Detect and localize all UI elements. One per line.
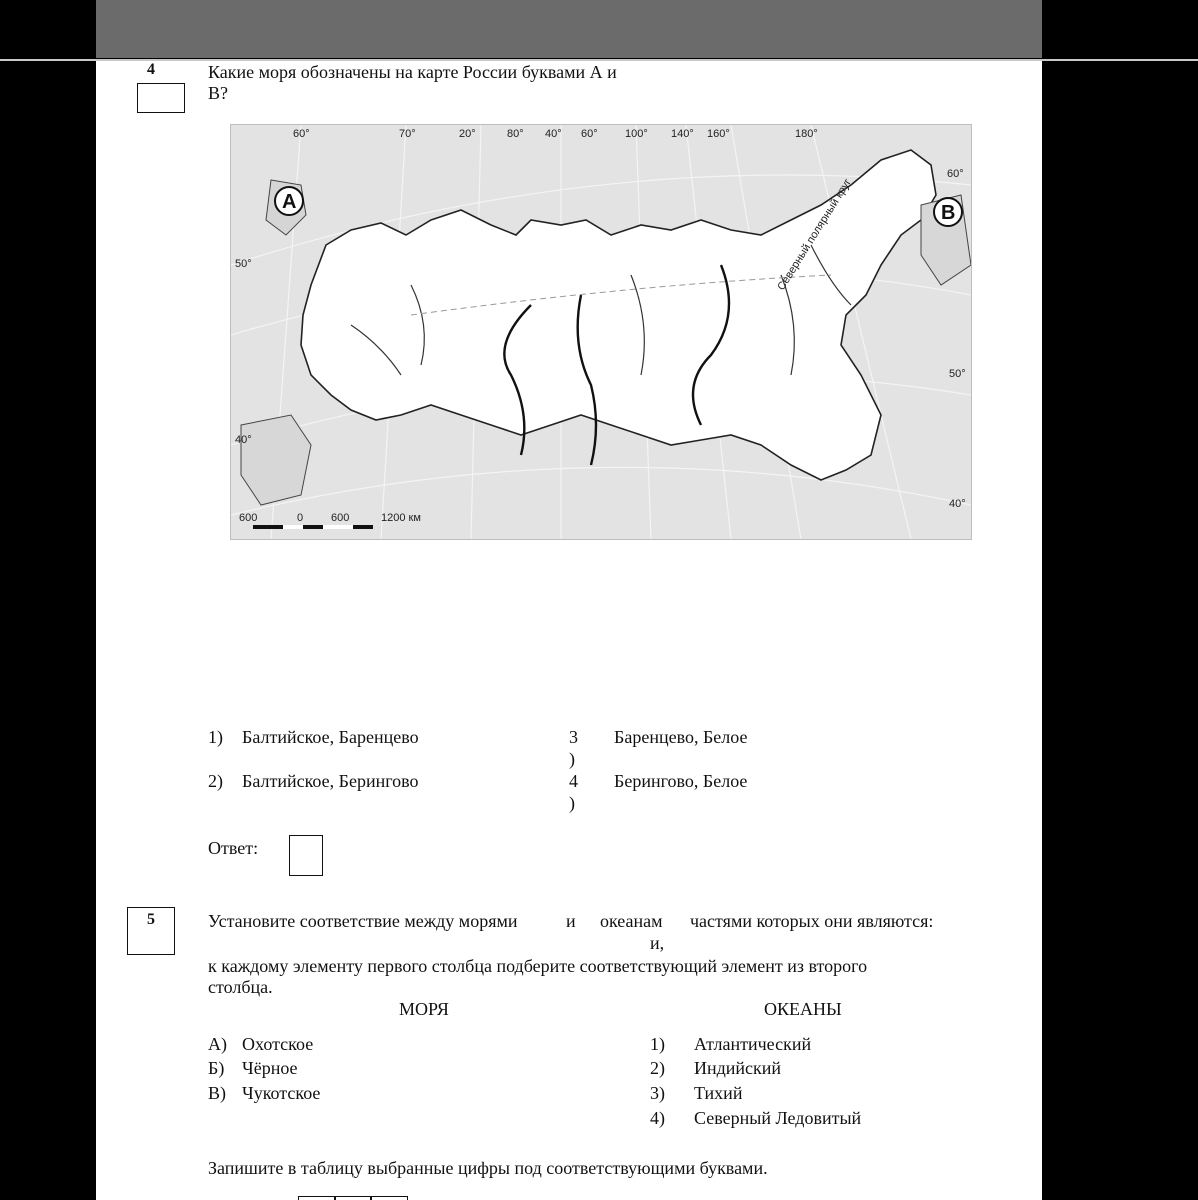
q5-line3: столбца. [208,977,273,997]
q4-option-1-num: 1) [208,727,223,747]
q5-line1-a: Установите соответствие между морями [208,911,518,931]
map-label-parallel: 50° [949,368,966,380]
q4-option-3-num: 3 [569,727,578,747]
q5-col-right-header: ОКЕАНЫ [764,999,842,1019]
marker-a-label: A [282,191,297,213]
map-label-meridian: 180° [795,128,818,140]
map-label-parallel: 50° [235,258,252,270]
map-label-meridian: 160° [707,128,730,140]
map-label-meridian: 100° [625,128,648,140]
document-page [96,61,1042,1200]
q5-sea-a-name: Охотское [242,1034,314,1054]
map-label-meridian: 20° [459,128,476,140]
q4-option-2-text: Балтийское, Берингово [242,771,419,791]
map-label-meridian: 140° [671,128,694,140]
q5-ocean-4-num: 4) [650,1108,665,1128]
q5-number: 5 [147,911,155,928]
scale-label: 1200 км [381,512,421,524]
q4-question-line2: В? [208,83,228,103]
q5-line1-c: океанам [600,911,663,931]
q4-option-4-num: 4 [569,771,578,791]
russia-map-svg [231,125,971,539]
q5-ocean-1-num: 1) [650,1034,665,1054]
q4-score-box[interactable] [137,83,185,113]
q5-sea-a-letter: А) [208,1034,227,1054]
q4-option-4-num-paren: ) [569,793,575,813]
map-label-meridian: 60° [581,128,598,140]
q5-answer-table[interactable] [298,1196,408,1200]
q5-ocean-3-num: 3) [650,1083,665,1103]
scale-label: 600 [239,512,258,524]
map-label-meridian: 80° [507,128,524,140]
q4-number: 4 [147,61,155,78]
q5-sea-c-letter: В) [208,1083,226,1103]
scale-label: 0 [297,512,304,524]
q5-sea-b-name: Чёрное [242,1058,298,1078]
q5-ocean-1-name: Атлантический [694,1034,812,1054]
scale-label: 600 [331,512,350,524]
q5-col-left-header: МОРЯ [399,999,449,1019]
q4-question-line1: Какие моря обозначены на карте России буквами А и [208,62,617,82]
map-label-parallel: 40° [949,498,966,510]
q5-ocean-4-name: Северный Ледовитый [694,1108,862,1128]
arctic-circle-label: Северный полярный круг [775,176,854,293]
q5-sea-b-letter: Б) [208,1058,225,1078]
marker-b [934,198,962,226]
q4-option-4-text: Берингово, Белое [614,771,748,791]
q5-sea-c-name: Чукотское [242,1083,321,1103]
map-label-meridian: 70° [399,128,416,140]
map-label-meridian: 40° [545,128,562,140]
russia-map [230,124,972,540]
scale-bar [239,512,421,529]
map-label-parallel: 60° [947,168,964,180]
map-label-meridian: 60° [293,128,310,140]
q4-option-1-text: Балтийское, Баренцево [242,727,419,747]
marker-a [275,187,303,215]
q5-ocean-3-name: Тихий [694,1083,743,1103]
q5-instruction: Запишите в таблицу выбранные цифры под соответствующими буквами. [208,1158,768,1178]
marker-b-label: B [941,202,956,224]
q5-line1-d: частями которых они являются: [690,911,934,931]
q5-ocean-2-name: Индийский [694,1058,782,1078]
q5-ocean-2-num: 2) [650,1058,665,1078]
q4-option-3-num-paren: ) [569,749,575,769]
viewer-toolbar [96,0,1042,58]
q5-line1-b: и [566,911,576,931]
q4-option-3-text: Баренцево, Белое [614,727,748,747]
q5-line2: к каждому элементу первого столбца подберите соответствующий элемент из второго [208,956,868,976]
q4-option-2-num: 2) [208,771,223,791]
q5-line1-sub: и, [650,933,665,953]
q4-answer-box[interactable] [289,835,323,876]
q4-answer-label: Ответ: [208,838,259,858]
map-label-parallel: 40° [235,434,252,446]
